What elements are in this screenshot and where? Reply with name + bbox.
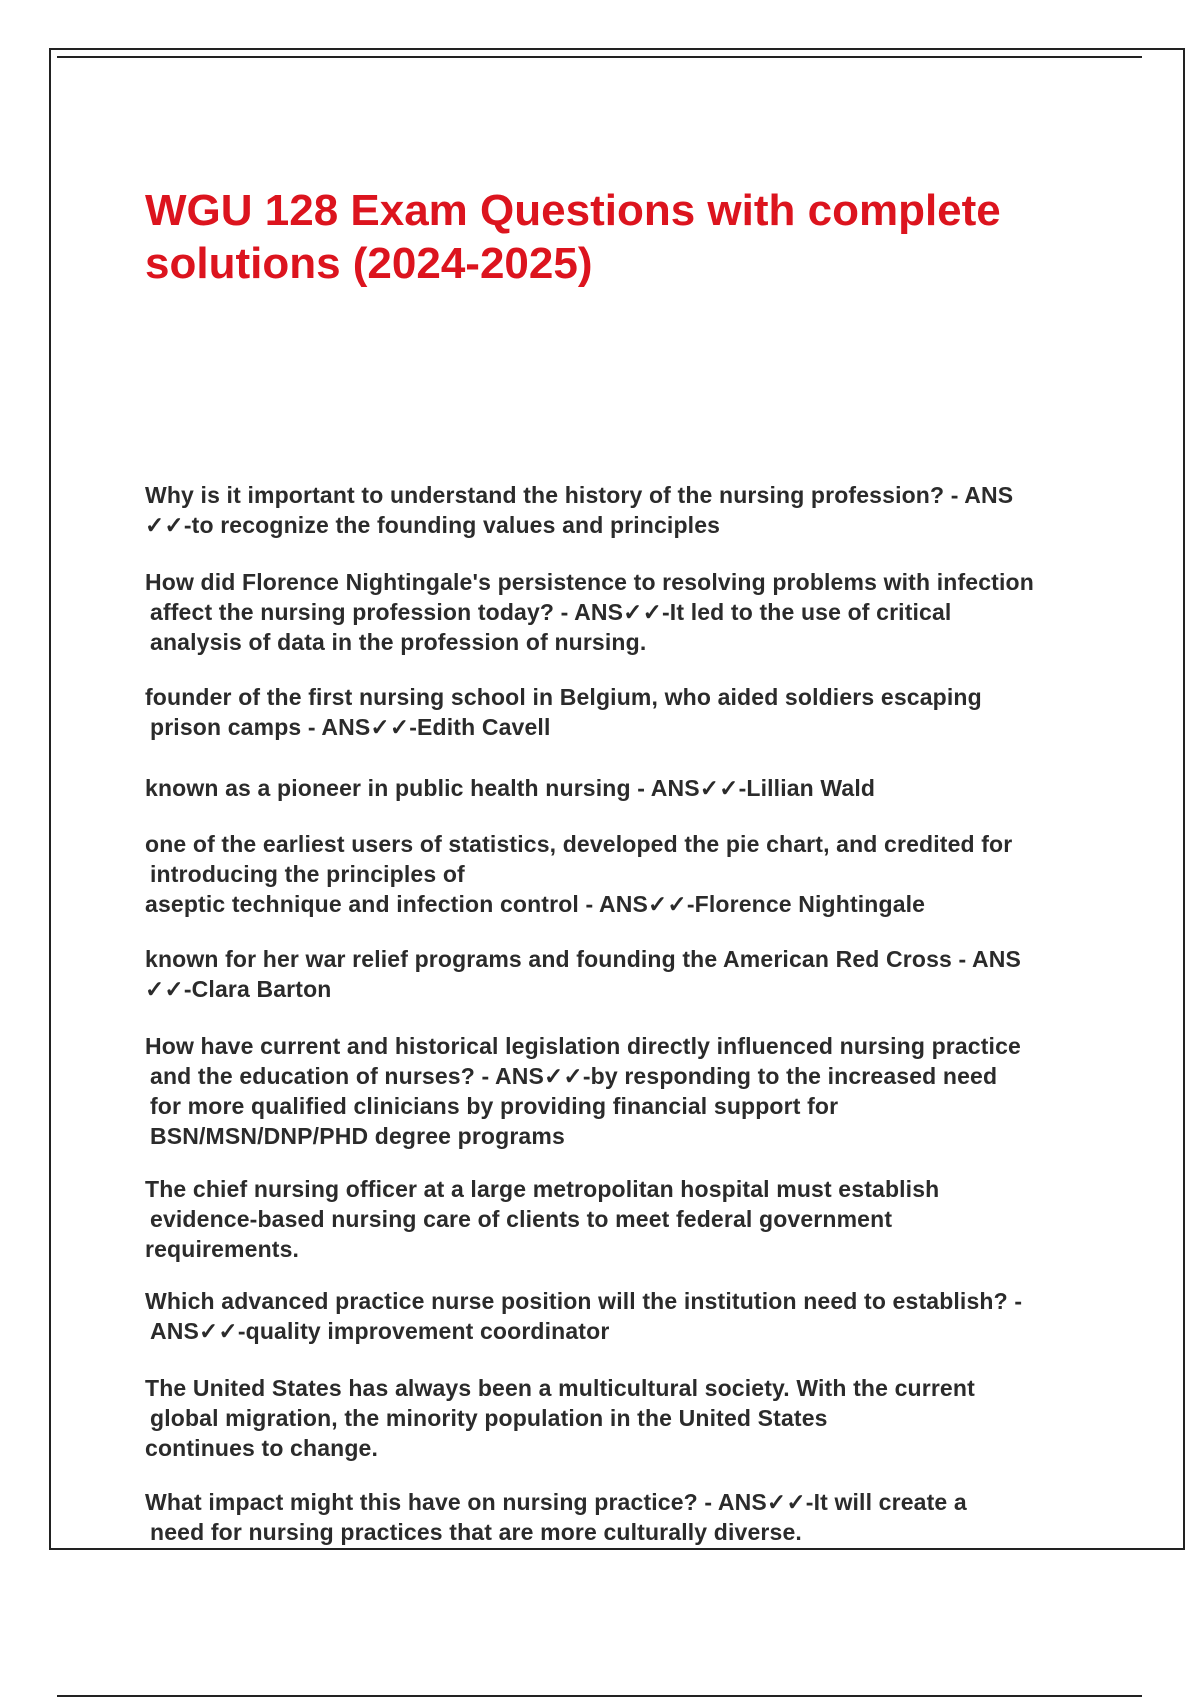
qa-item [145, 1031, 1100, 1151]
qa-line: one of the earliest users of statistics, developed the pie chart, and credited for [145, 831, 1013, 857]
qa-line: and the education of nurses? - ANS✓✓-by responding to the increased need [150, 1063, 998, 1089]
qa-line: need for nursing practices that are more culturally diverse. [150, 1519, 802, 1545]
qa-line: evidence-based nursing care of clients to meet federal government [150, 1206, 893, 1232]
qa-line: The United States has always been a multicultural society. With the current [145, 1375, 975, 1401]
qa-line: for more qualified clinicians by providing financial support for [150, 1093, 839, 1119]
qa-line: Why is it important to understand the history of the nursing profession? - ANS [145, 482, 1014, 508]
qa-line: introducing the principles of [150, 861, 465, 887]
qa-line: analysis of data in the profession of nursing. [150, 629, 647, 655]
qa-line: BSN/MSN/DNP/PHD degree programs [150, 1123, 565, 1149]
qa-item [145, 1373, 1100, 1463]
qa-line: known as a pioneer in public health nursing - ANS✓✓-Lillian Wald [145, 775, 876, 801]
qa-line: Which advanced practice nurse position will the institution need to establish? - [145, 1288, 1023, 1314]
qa-item [145, 1286, 1100, 1346]
qa-item [145, 1174, 1100, 1264]
qa-line: What impact might this have on nursing practice? - ANS✓✓-It will create a [145, 1489, 967, 1515]
qa-item [145, 480, 1100, 540]
qa-item [145, 567, 1100, 657]
bottom-rule [57, 1695, 1142, 1697]
qa-line: How did Florence Nightingale's persistence to resolving problems with infection [145, 569, 1034, 595]
qa-line: How have current and historical legislation directly influenced nursing practice [145, 1033, 1021, 1059]
qa-line: founder of the first nursing school in Belgium, who aided soldiers escaping [145, 684, 982, 710]
qa-item [145, 1487, 1100, 1547]
qa-line: The chief nursing officer at a large metropolitan hospital must establish [145, 1176, 940, 1202]
qa-item [145, 944, 1100, 1004]
qa-item [145, 682, 1100, 742]
qa-line: global migration, the minority population in the United States [150, 1405, 828, 1431]
qa-line: ✓✓-to recognize the founding values and principles [145, 512, 721, 538]
document-title: WGU 128 Exam Questions with complete solutions (2024-2025) [145, 186, 1001, 288]
qa-line: ✓✓-Clara Barton [145, 976, 332, 1002]
qa-line: ANS✓✓-quality improvement coordinator [150, 1318, 610, 1344]
qa-line: continues to change. [145, 1435, 379, 1461]
qa-line: known for her war relief programs and founding the American Red Cross - ANS [145, 946, 1022, 972]
qa-line: affect the nursing profession today? - ANS✓✓-It led to the use of critical [150, 599, 952, 625]
qa-item [145, 829, 1100, 919]
qa-line: prison camps - ANS✓✓-Edith Cavell [150, 714, 551, 740]
qa-item [145, 773, 1100, 803]
qa-line: requirements. [145, 1236, 300, 1262]
qa-line: aseptic technique and infection control - ANS✓✓-Florence Nightingale [145, 891, 926, 917]
